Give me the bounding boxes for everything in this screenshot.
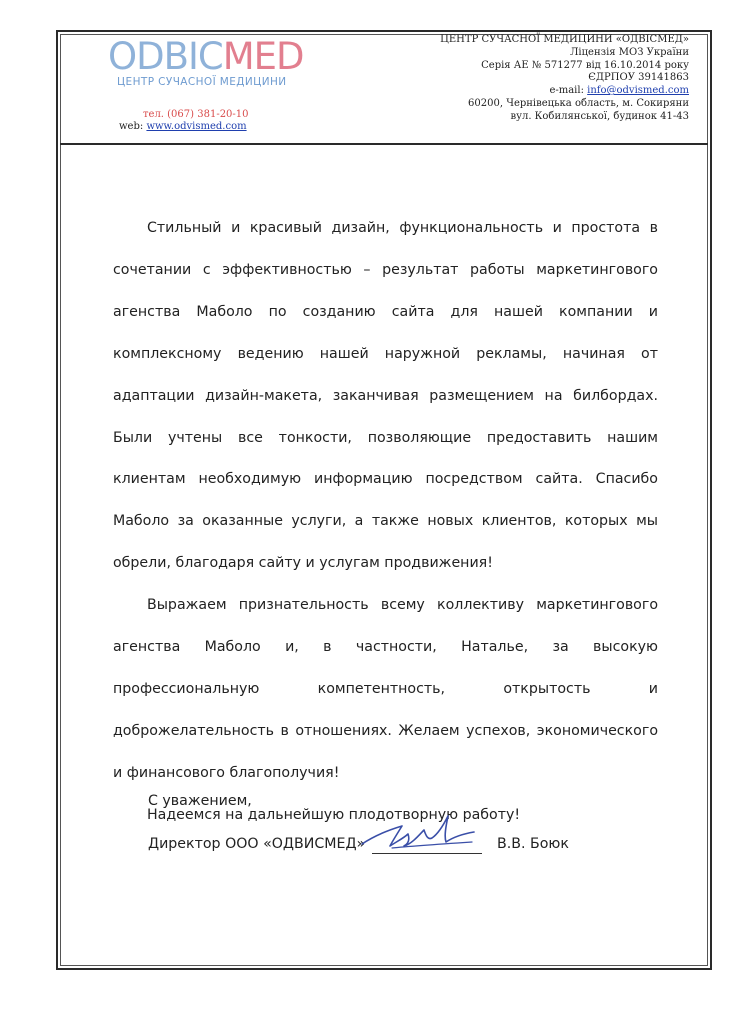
letter-paragraph: Стильный и красивый дизайн, функциональность и простота в сочетании с эффективностью – результат работы маркетингового агенства Маболо по созданию сайта для нашей компании и комплексному ведению нашей наружной рекламы, начиная от адаптации дизайн-макета, заканчивая размещением на билбордах. Были учтены все тонкости, позволяющие предоставить нашим клиентам необходимую информацию посредством сайта. Спасибо Маболо за оказанные услуги, а также новых клиентов, которых мы обрели, благодаря сайту и услугам продвижения!	[113, 220, 658, 572]
org-line: ЦЕНТР СУЧАСНОЇ МЕДИЦИНИ «ОДВІСМЕД»	[440, 34, 689, 45]
website-line	[119, 121, 247, 132]
email-link[interactable]: info@odvismed.com	[587, 85, 689, 97]
org-line: Ліцензія МОЗ України	[570, 46, 689, 58]
header-divider	[60, 143, 708, 145]
company-logo	[108, 35, 304, 78]
letter-paragraph: Надеемся на дальнейшую плодотворную работу!	[147, 806, 521, 823]
website-link[interactable]: www.odvismed.com	[146, 121, 247, 132]
email-line	[429, 85, 689, 98]
address-line: 60200, Чернівецька область, м. Сокиряни	[468, 97, 689, 109]
address-line: вул. Кобилянської, будинок 41-43	[510, 110, 689, 122]
organization-details	[429, 34, 689, 124]
web-label: web:	[119, 121, 144, 132]
closing-salutation: С уважением,	[148, 793, 252, 809]
letter-paragraph: Выражаем признательность всему коллективу маркетингового агенства Маболо и, в частности, Натальe, за высокую профессиональную компетентность, открытость и доброжелательность в отношениях. Желаем успехов, экономического и финансового благополучия!	[113, 597, 658, 781]
logo-text-part1: ODBIC	[108, 35, 223, 78]
signer-name: В.В. Боюк	[497, 836, 569, 852]
logo-text-part2: MED	[222, 35, 304, 78]
email-label: e-mail:	[549, 85, 584, 97]
org-line: ЄДРПОУ 39141863	[588, 72, 689, 84]
letter-body	[113, 208, 658, 837]
phone-number: тел. (067) 381-20-10	[143, 109, 249, 120]
org-line: Серія АЕ № 571277 від 16.10.2014 року	[481, 59, 689, 71]
logo-subtitle: ЦЕНТР СУЧАСНОЇ МЕДИЦИНИ	[117, 76, 287, 88]
signer-position: Директор ООО «ОДВИСМЕД»	[148, 836, 366, 852]
handwritten-signature	[352, 804, 482, 859]
